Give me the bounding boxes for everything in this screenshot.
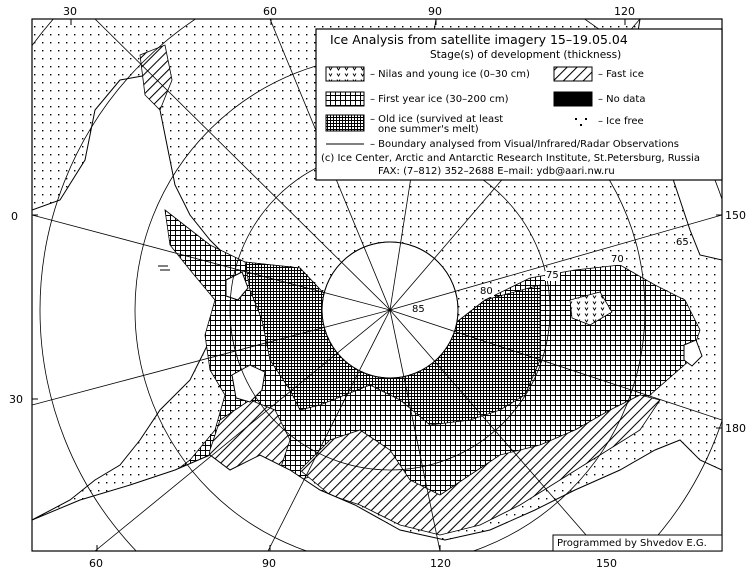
lat-label-85: 85 [412,304,425,315]
legend-title: Ice Analysis from satellite imagery 15–19.05.04 [330,32,628,47]
credit-label: Programmed by Shvedov E.G. [557,538,707,549]
lat-label-80: 80 [480,286,493,297]
legend-boundary-label: – Boundary analysed from Visual/Infrared/Radar Observations [370,139,679,150]
tick-top-120: 120 [614,5,635,18]
legend-label-free: – Ice free [598,116,644,127]
tick-top-30: 30 [63,5,77,18]
legend-label-nodata: – No data [598,94,646,105]
tick-bottom-90: 90 [262,557,276,570]
tick-right-150: 150 [725,209,746,222]
lat-label-70: 70 [611,254,624,265]
legend-label-nilas: – Nilas and young ice (0–30 cm) [370,69,530,80]
legend-contact: FAX: (7–812) 352–2688 E–mail: ydb@aari.nw.ru [378,166,615,177]
legend-copyright: (c) Ice Center, Arctic and Antarctic Research Institute, St.Petersburg, Russia [321,153,700,164]
lat-label-65: 65 [676,237,689,248]
legend-subtitle: Stage(s) of development (thickness) [430,49,622,61]
legend-swatch-nilas [326,67,364,81]
legend-swatch-old [326,115,364,131]
tick-bottom-150: 150 [596,557,617,570]
tick-top-90: 90 [428,5,442,18]
tick-top-60: 60 [263,5,277,18]
legend-swatch-nodata [554,92,592,106]
tick-left-30: 30 [9,393,23,406]
legend-label-old-2: one summer's melt) [378,124,479,135]
legend-swatch-fast [554,67,592,81]
tick-bottom-60: 60 [89,557,103,570]
lat-label-75: 75 [546,270,559,281]
legend-label-fast: – Fast ice [598,69,644,80]
legend-label-fy: – First year ice (30–200 cm) [370,94,509,105]
tick-bottom-120: 120 [430,557,451,570]
legend-label-old-1: – Old ice (survived at least [370,114,504,125]
tick-right-180: 180 [725,422,746,435]
legend-swatch-fy [326,92,364,106]
tick-left-0: 0 [11,210,18,223]
